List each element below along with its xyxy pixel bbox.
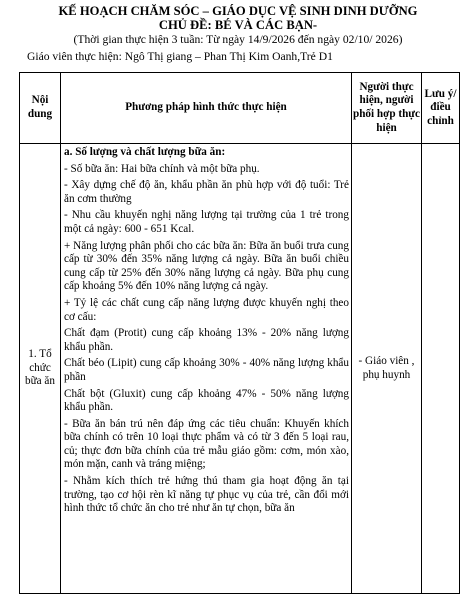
row-note-cell [422, 144, 460, 594]
list-item: - Nhằm kích thích trẻ hứng thú tham gia hoạt động ăn tại trường, tạo cơ hội rèn kĩ năng tự phục vụ của trẻ, cần đổi mới hình thức tổ chức ăn cho trẻ như ăn tự chọn, bữa ăn [64, 475, 349, 515]
section-title: a. Số lượng và chất lượng bữa ăn: [64, 146, 226, 158]
table-row [20, 144, 460, 594]
plan-table [19, 72, 460, 594]
list-item: Chất béo (Lipit) cung cấp khoảng 30% - 40% năng lượng khẩu phần [64, 357, 349, 383]
time-period: (Thời gian thực hiện 3 tuần: Từ ngày 14/9/2026 đến ngày 02/10/ 2026) [73, 33, 403, 46]
header-content: Nội dung [20, 73, 61, 144]
list-item: Chất đạm (Protit) cung cấp khoảng 13% - 20% năng lượng khẩu phần. [64, 327, 349, 353]
header-note: Lưu ý/ điều chỉnh [422, 73, 460, 144]
list-item: - Xây dựng chế độ ăn, khẩu phần ăn phù hợp với độ tuổi: Trẻ ăn cơm thường [64, 179, 349, 205]
theme-title: CHỦ ĐỀ: BÉ VÀ CÁC BẠN- [158, 18, 318, 32]
list-item: + Năng lượng phân phối cho các bữa ăn: Bữa ăn buổi trưa cung cấp từ 30% đến 35% năng lượng cả ngày. Bữa ăn buổi chiều cung cấp từ 25% đến 30% năng lượng cả ngày. Bữa phụ cung cấp khoảng 5% đến 10% năng lượng cả ngày. [64, 239, 349, 293]
teachers-line: Giáo viên thực hiện: Ngô Thị giang – Phan Thị Kim Oanh,Trẻ D1 [27, 50, 333, 63]
header-method: Phương pháp hình thức thực hiện [61, 73, 352, 144]
row-method-cell [61, 144, 352, 594]
list-item: - Nhu cầu khuyến nghị năng lượng tại trường của 1 trẻ trong một cả ngày: 600 - 651 Kcal. [64, 209, 349, 235]
list-item: - Số bữa ăn: Hai bữa chính và một bữa phụ. [64, 162, 260, 175]
list-item: - Bữa ăn bán trú nên đáp ứng các tiêu chuẩn: Khuyến khích bữa chính có trên 10 loại thực phẩm và có từ 3 đến 5 loại rau, củ; thực đơn bữa chính của trẻ mẫu giáo gồm: cơm, món xào, món mặn, canh và tráng miệng; [64, 417, 349, 471]
header-people: Người thực hiện, người phối hợp thực hiện [352, 73, 422, 144]
row-people-cell: - Giáo viên , phụ huynh [352, 144, 422, 594]
list-item: + Tỷ lệ các chất cung cấp năng lượng được khuyến nghị theo cơ cấu: [64, 296, 349, 323]
table-header-row [20, 73, 460, 144]
row-content-label: 1. Tổ chức bữa ăn [20, 144, 61, 594]
plan-title: KẾ HOẠCH CHĂM SÓC – GIÁO DỤC VỆ SINH DINH DƯỠNG [58, 4, 418, 18]
list-item: Chất bột (Gluxit) cung cấp khoảng 47% - 50% năng lượng khẩu phần. [64, 387, 349, 414]
